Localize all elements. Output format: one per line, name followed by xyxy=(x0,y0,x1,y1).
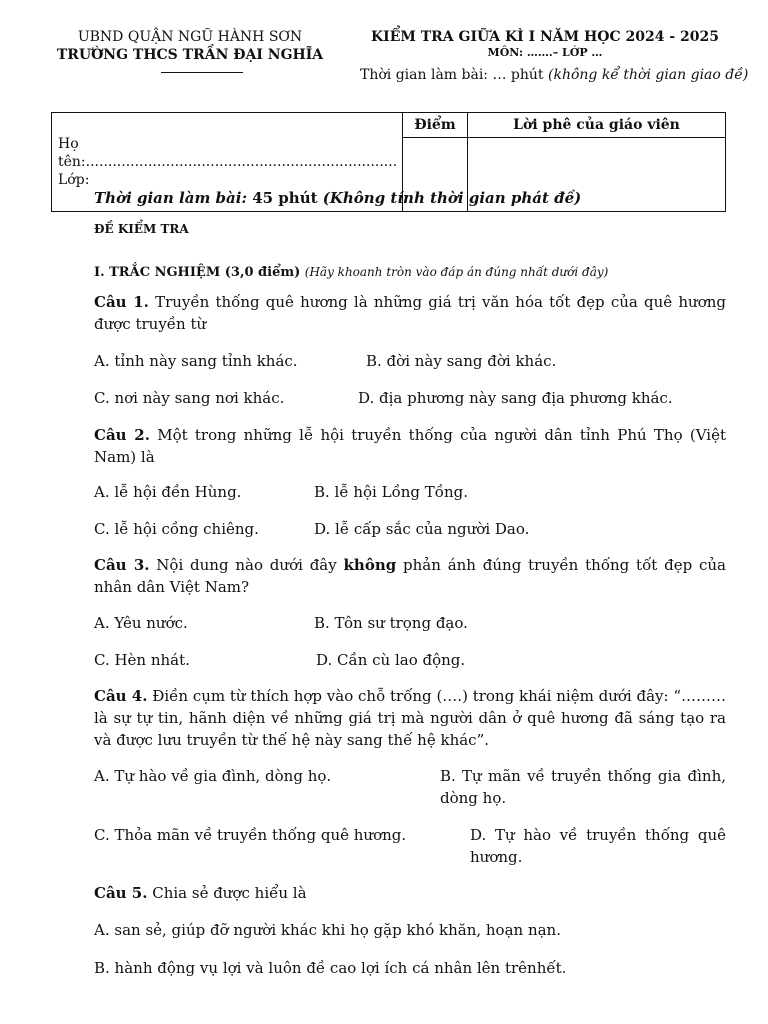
exam-duration-note: (Không tính thời gian phát đề) xyxy=(322,189,582,207)
part1-title: I. TRẮC NGHIỆM (3,0 điểm) xyxy=(94,265,305,280)
q1-option-c[interactable]: C. nơi này sang nơi khác. xyxy=(94,389,285,407)
question-label: Câu 3. xyxy=(94,556,150,574)
comment-header: Lời phê của giáo viên xyxy=(468,113,726,138)
q4-option-c[interactable]: C. Thỏa mãn về truyền thống quê hương. xyxy=(94,826,407,844)
question-label: Câu 4. xyxy=(94,687,148,705)
score-header: Điểm xyxy=(403,113,468,138)
exam-duration xyxy=(94,187,581,209)
q2-option-a[interactable]: A. lễ hội đền Hùng. xyxy=(94,483,242,501)
time-line xyxy=(360,66,749,84)
name-label: Họ tên:...................................................................... xyxy=(58,136,398,170)
district-name: UBND QUẬN NGŨ HÀNH SƠN xyxy=(77,29,303,45)
q3-option-b[interactable]: B. Tôn sư trọng đạo. xyxy=(314,614,468,632)
q5-option-a[interactable]: A. san sẻ, giúp đỡ người khác khi họ gặp khó khăn, hoạn nạn. xyxy=(94,921,561,939)
q2-option-d[interactable]: D. lễ cấp sắc của người Dao. xyxy=(314,520,530,538)
school-name: TRƯỜNG THCS TRẦN ĐẠI NGHĨA xyxy=(56,47,324,63)
question-text-emphasis: không xyxy=(343,556,397,574)
q5-option-b[interactable]: B. hành động vụ lợi và luôn đề cao lợi ích cá nhân lên trênhết. xyxy=(94,959,567,977)
header-left xyxy=(40,28,340,73)
exam-duration-label: Thời gian làm bài: xyxy=(94,189,247,207)
question-text-before: Nội dung nào dưới đây xyxy=(149,556,344,574)
question-text: Một trong những lễ hội truyền thống của người dân tỉnh Phú Thọ (Việt Nam) là xyxy=(94,426,726,466)
question-text: Điền cụm từ thích hợp vào chỗ trống (….) trong khái niệm dưới đây: “……… là sự tự tin, hãnh diện về những giá trị mà người dân ở quê hương đã sáng tạo ra và được lưu truyền từ thế hệ này sang thế hệ khác”. xyxy=(94,687,726,749)
question-5 xyxy=(94,882,726,904)
header-divider xyxy=(161,72,243,73)
question-label: Câu 5. xyxy=(94,884,148,902)
exam-title: KIỂM TRA GIỮA KÌ I NĂM HỌC 2024 - 2025 xyxy=(371,29,719,45)
q4-option-b-text: B. Tự mãn về truyền thống gia đình, dòng họ. xyxy=(440,767,726,807)
subject-line: MÔN: …….– LỚP … xyxy=(487,46,603,59)
question-1 xyxy=(94,291,726,335)
header-right xyxy=(360,28,749,84)
question-4 xyxy=(94,685,726,751)
question-2 xyxy=(94,424,726,468)
class-label: Lớp: xyxy=(58,172,90,188)
time-note: (không kể thời gian giao đề) xyxy=(548,67,749,83)
q3-option-c[interactable]: C. Hèn nhát. xyxy=(94,651,190,669)
q2-option-c[interactable]: C. lễ hội cồng chiêng. xyxy=(94,520,259,538)
q4-option-d-text: D. Tự hào về truyền thống quê hương. xyxy=(470,826,726,866)
exam-duration-value: 45 phút xyxy=(246,189,323,207)
q1-option-a[interactable]: A. tỉnh này sang tỉnh khác. xyxy=(94,352,298,370)
question-text: Chia sẻ được hiểu là xyxy=(147,884,307,902)
question-label: Câu 1. xyxy=(94,293,149,311)
q4-option-a[interactable]: A. Tự hào về gia đình, dòng họ. xyxy=(94,767,332,785)
part1-instruction: (Hãy khoanh tròn vào đáp án đúng nhất dưới đây) xyxy=(304,265,609,279)
q4-option-d-wrap xyxy=(94,824,726,868)
section-title: ĐỀ KIỂM TRA xyxy=(94,222,189,236)
q1-option-b[interactable]: B. đời này sang đời khác. xyxy=(366,352,557,370)
q4-option-d[interactable] xyxy=(94,824,726,868)
question-text: Truyền thống quê hương là những giá trị văn hóa tốt đẹp của quê hương được truyền từ xyxy=(94,293,726,333)
q4-option-b-wrap xyxy=(94,765,726,809)
part1-heading xyxy=(94,262,608,283)
q4-option-b[interactable] xyxy=(94,765,726,809)
time-prefix: Thời gian làm bài: … phút xyxy=(360,67,548,83)
question-label: Câu 2. xyxy=(94,426,150,444)
q2-option-b[interactable]: B. lễ hội Lồng Tồng. xyxy=(314,483,468,501)
q3-option-a[interactable]: A. Yêu nước. xyxy=(94,614,188,632)
question-text-after: phản ánh đúng truyền thống tốt đẹp của nhân dân Việt Nam? xyxy=(94,556,726,596)
q1-option-d[interactable]: D. địa phương này sang địa phương khác. xyxy=(358,389,673,407)
question-3 xyxy=(94,554,726,598)
q3-option-d[interactable]: D. Cần cù lao động. xyxy=(316,651,466,669)
